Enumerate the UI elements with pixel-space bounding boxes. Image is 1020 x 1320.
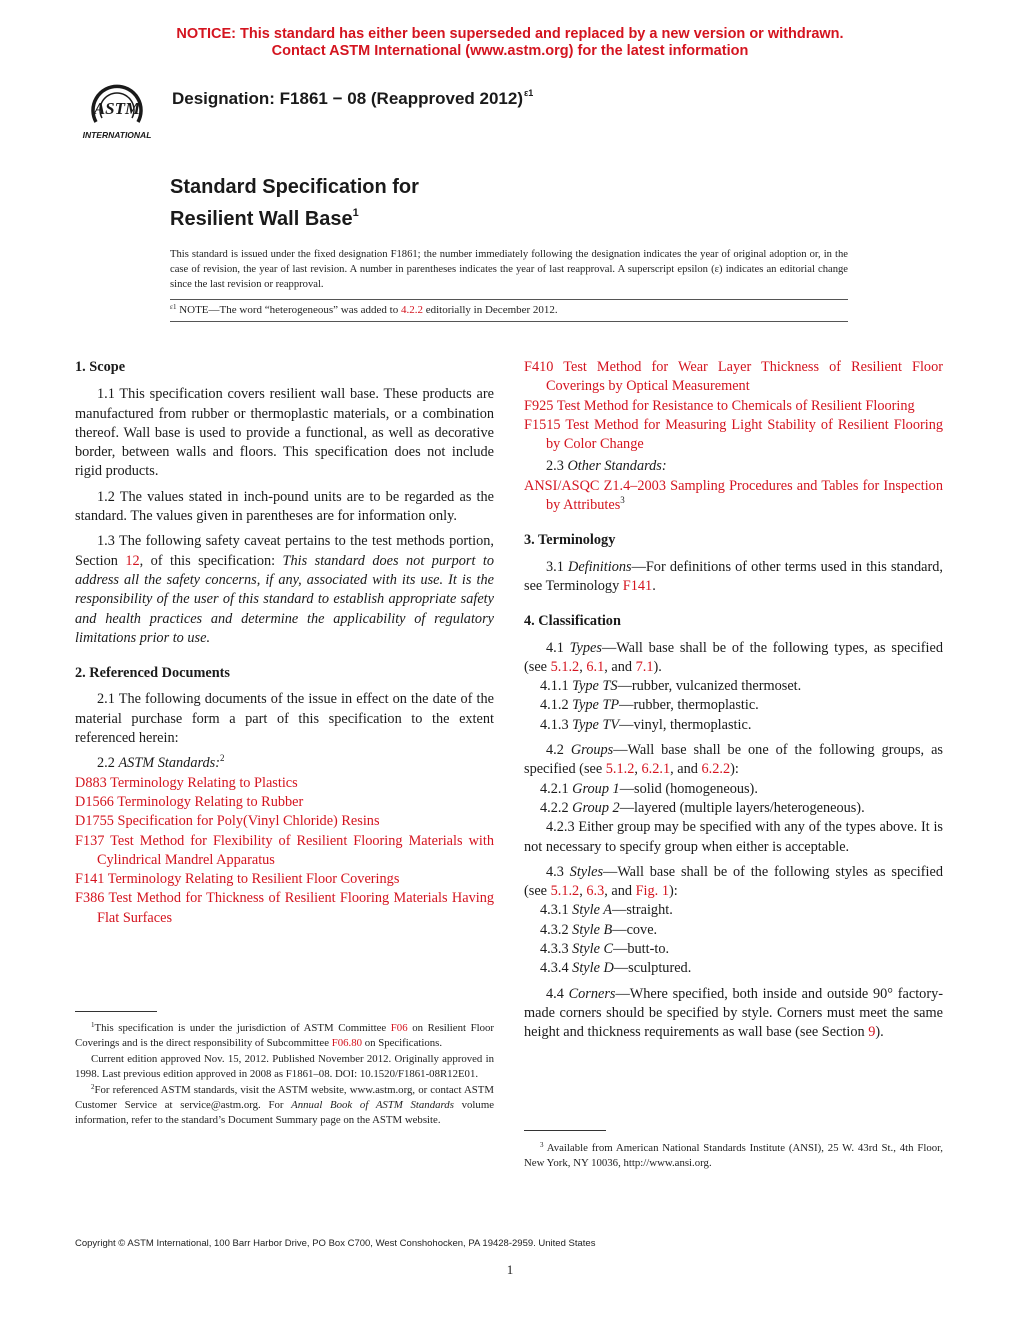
para-3-1: 3.1 Definitions—For definitions of other terms used in this standard, see Terminology F141. xyxy=(524,558,943,594)
issued-statement: This standard is issued under the fixed designation F1861; the number immediately following the designation indicates the year of original adoption or, in the case of revision, the year of last revision. A number in parentheses indicates the year of last reapproval. A superscript epsilon (ε) indicates an editorial change since the last revision or reapproval. xyxy=(170,249,848,290)
title-line-1: Standard Specification for xyxy=(170,176,419,198)
para-4-1-3: 4.1.3 Type TV—vinyl, thermoplastic. xyxy=(540,716,752,733)
para-4-3-2: 4.3.2 Style B—cove. xyxy=(540,921,658,938)
f141-link[interactable]: F141 xyxy=(622,577,653,594)
para-2-2: 2.2 ASTM Standards:$^2$ xyxy=(97,753,225,772)
astm-reference-list-continued xyxy=(524,358,943,454)
para-4-1-1: 4.1.1 Type TS—rubber, vulcanized thermoset. xyxy=(540,678,802,695)
section-4-heading: 4. Classification xyxy=(524,613,621,630)
document-title xyxy=(170,174,419,232)
reference-item[interactable]: F1515 Test Method for Measuring Light Stability of Resilient Flooring by Color Change xyxy=(524,416,943,453)
para-1-2: 1.2 The values stated in inch-pound units are to be regarded as the standard. The values given in parentheses are for information only. xyxy=(75,488,494,525)
footnote-1-edition: Current edition approved Nov. 15, 2012. Published November 2012. Originally approved in 1998. Last previous edition approved in 2008 as F1861–08. DOI: 10.1520/F1861-08R12E01. xyxy=(75,1053,494,1080)
title-line-2: Resilient Wall Base xyxy=(170,208,353,230)
page-number: 1 xyxy=(506,1262,514,1277)
right-column xyxy=(524,358,943,1043)
footnotes-right xyxy=(524,1141,943,1171)
editorial-note xyxy=(170,303,558,316)
section-1-heading: 1. Scope xyxy=(75,359,126,375)
title-footnote-mark: 1 xyxy=(352,207,359,219)
reference-item[interactable]: D1566 Terminology Relating to Rubber xyxy=(75,793,304,810)
logo-subtext: INTERNATIONAL xyxy=(82,130,152,140)
reference-item[interactable]: F410 Test Method for Wear Layer Thickness of Resilient Floor Coverings by Optical Measurement xyxy=(524,359,943,395)
section-9-link[interactable]: 9 xyxy=(868,1024,876,1041)
para-4-4: 4.4 Corners—Where specified, both inside and outside 90° factory-made corners should be specified by style. Corners must meet the same height and thickness requirements as wall base (see Section 9). xyxy=(524,985,943,1041)
para-4-2-3: 4.2.3 Either group may be specified with any of the types above. It is not necessary to specify group when either is acceptable. xyxy=(524,819,943,855)
footnote-1: $^1$This specification is under the jurisdiction of ASTM Committee F06 on Resilient Floor Coverings and is the direct responsibility of Subcommittee F06.80 on Specifications. xyxy=(75,1021,494,1049)
section-3-heading: 3. Terminology xyxy=(524,532,616,549)
reference-item[interactable]: F386 Test Method for Thickness of Resilient Flooring Materials Having Flat Surfaces xyxy=(75,890,494,926)
reference-item[interactable]: D1755 Specification for Poly(Vinyl Chloride) Resins xyxy=(75,813,380,830)
footnote-3: $^3$ Available from American National Standards Institute (ANSI), 25 W. 43rd St., 4th Floor, New York, NY 10036, http://www.ansi.org. xyxy=(524,1141,943,1169)
subcommittee-f0680-link[interactable]: F06.80 xyxy=(331,1037,362,1049)
notice-line-1: NOTICE: This standard has either been superseded and replaced by a new version or withdrawn. xyxy=(176,26,844,42)
astm-logo xyxy=(74,74,160,144)
reference-item[interactable]: D883 Terminology Relating to Plastics xyxy=(75,774,298,791)
left-column xyxy=(75,358,494,928)
designation-epsilon: ε1 xyxy=(524,88,534,98)
para-4-3-1: 4.3.1 Style A—straight. xyxy=(540,902,673,919)
footnote-2: $^2$For referenced ASTM standards, visit the ASTM website, www.astm.org, or contact ASTM Customer Service at service@astm.org. For Annual Book of ASTM Standards volume information, refer to the standard’s Document Summary page on the ASTM website. xyxy=(75,1083,495,1126)
designation-text: Designation: F1861 − 08 (Reapproved 2012) xyxy=(172,89,523,108)
editorial-note-link[interactable]: 4.2.2 xyxy=(400,304,423,316)
footnote-divider-right xyxy=(524,1130,606,1131)
para-4-2-2: 4.2.2 Group 2—layered (multiple layers/heterogeneous). xyxy=(540,799,865,816)
para-2-1: 2.1 The following documents of the issue in effect on the date of the material purchase form a part of this specification to the extent referenced herein: xyxy=(75,691,494,747)
logo-text: ASTM xyxy=(93,99,141,118)
designation xyxy=(172,88,533,109)
withdrawal-notice xyxy=(0,26,1020,60)
para-1-3: 1.3 The following safety caveat pertains to the test methods portion, Section 12, of this specification: This standard does not purport to address all the safety concerns, if any, associated with its use. It is the responsibility of the user of this standard to establish appropriate safety and health practices and determine the applicability of regulatory limitations prior to use. xyxy=(75,533,494,646)
editorial-note-text: NOTE—The word “heterogeneous” was added to xyxy=(176,304,401,316)
para-4-1-2: 4.1.2 Type TP—rubber, thermoplastic. xyxy=(540,697,759,714)
para-1-1: 1.1 This specification covers resilient wall base. These products are manufactured from rubber or thermoplastic materials, or a combination thereof. Wall base is used to provide a functional, as well as decorative border, between walls and floors. This specification does not include rigid products. xyxy=(75,386,494,480)
astm-reference-list xyxy=(75,774,494,928)
editorial-note-text-end: editorially in December 2012. xyxy=(422,304,558,316)
reference-item[interactable]: F137 Test Method for Flexibility of Resilient Flooring Materials with Cylindrical Mandrel Apparatus xyxy=(75,832,494,868)
para-2-3: 2.3 Other Standards: xyxy=(546,458,667,475)
section-2-heading: 2. Referenced Documents xyxy=(75,665,230,682)
para-4-2: 4.2 Groups—Wall base shall be one of the following groups, as specified (see 5.1.2, 6.2.1, and 6.2.2): xyxy=(524,742,943,778)
divider-bottom xyxy=(170,321,848,322)
copyright-line: Copyright © ASTM International, 100 Barr Harbor Drive, PO Box C700, West Conshohocken, PA 19428-2959. United States xyxy=(75,1238,596,1249)
reference-item-ansi[interactable]: ANSI/ASQC Z1.4–2003 Sampling Procedures and Tables for Inspection by Attributes$^3$ xyxy=(524,477,943,514)
editorial-note-mark: ε1 xyxy=(170,303,177,311)
para-4-3: 4.3 Styles—Wall base shall be of the following styles as specified (see 5.1.2, 6.3, and Fig. 1): xyxy=(524,863,943,900)
para-4-1: 4.1 Types—Wall base shall be of the following types, as specified (see 5.1.2, 6.1, and 7.1). xyxy=(524,639,943,675)
para-4-3-3: 4.3.3 Style C—butt-to. xyxy=(540,941,670,958)
committee-f06-link[interactable]: F06 xyxy=(390,1022,408,1034)
reference-item[interactable]: F141 Terminology Relating to Resilient Floor Coverings xyxy=(75,871,400,888)
divider-top xyxy=(170,299,848,300)
footnote-divider-left xyxy=(75,1011,157,1012)
section-12-link[interactable]: 12 xyxy=(125,552,140,569)
reference-item[interactable]: F925 Test Method for Resistance to Chemicals of Resilient Flooring xyxy=(524,397,915,414)
para-4-2-1: 4.2.1 Group 1—solid (homogeneous). xyxy=(540,780,758,797)
para-4-3-4: 4.3.4 Style D—sculptured. xyxy=(540,960,692,977)
notice-line-2: Contact ASTM International (www.astm.org) for the latest information xyxy=(271,43,749,59)
footnotes-left xyxy=(75,1021,494,1128)
